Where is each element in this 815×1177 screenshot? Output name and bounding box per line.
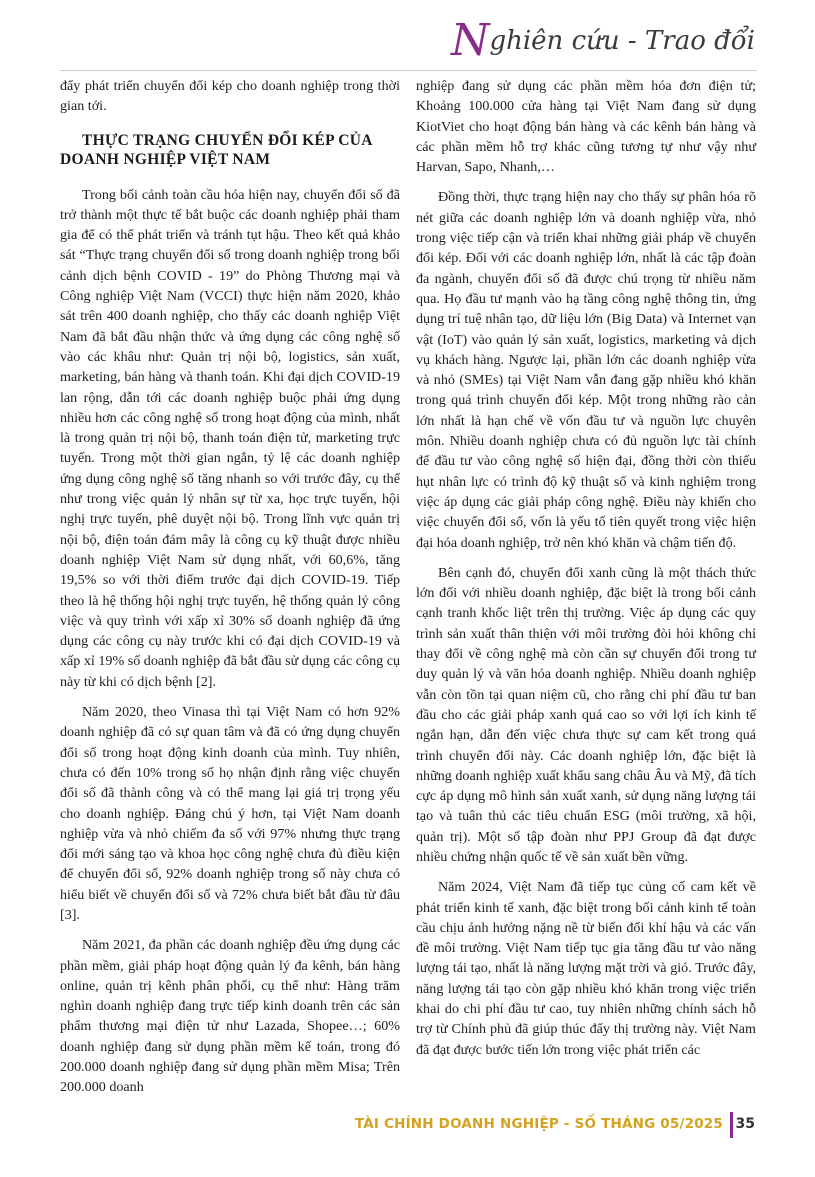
section-title xyxy=(450,15,755,66)
journal-name: TÀI CHÍNH DOANH NGHIỆP - SỐ THÁNG 05/2025 xyxy=(354,1116,723,1132)
section-title-rest: ghiên cứu - Trao đổi xyxy=(489,26,755,56)
paragraph: Trong bối cảnh toàn cầu hóa hiện nay, chuyển đổi số đã trở thành một thực tế bắt buộc các doanh nghiệp phải tham gia để có thể phát triển và tránh tụt hậu. Theo kết quả khảo sát “Thực trạng chuyển đổi số trong doanh nghiệp trong bối cảnh dịch bệnh COVID - 19” do Phòng Thương mại và Công nghiệp Việt Nam (VCCI) thực hiện năm 2020, khảo sát trên 400 doanh nghiệp, cho thấy các doanh nghiệp Việt Nam đã bắt đầu nhận thức và ứng dụng các công nghệ số vào các khâu như: Quản trị nội bộ, logistics, sản xuất, marketing, bán hàng và thanh toán. Khi đại dịch COVID-19 lan rộng, dẫn tới các doanh nghiệp buộc phải ứng dụng nhiều hơn các công nghệ số trong hoạt động của mình, nhất là trong quản trị nội bộ, thanh toán điện tử, marketing trực tuyến. Trong một thời gian ngắn, tỷ lệ các doanh nghiệp ứng dụng công nghệ số tăng nhanh so với trước đây, cụ thể như trong việc quản lý nhân sự từ xa, học trực tuyến, hội nghị trực tuyến, phê duyệt nội bộ. Trong lĩnh vực quản trị nội bộ, điện toán đám mây là công cụ kỹ thuật được nhiều doanh nghiệp Việt Nam sử dụng nhất, với 60,6%, tăng 19,5% so với thời điểm trước đại dịch COVID-19. Tiếp theo là hệ thống hội nghị trực tuyến, hệ thống quản lý công việc và quy trình với xấp xỉ 30% số doanh nghiệp đã ứng dụng các công cụ này trước khi có đại dịch COVID-19 và xấp xỉ 19% số doanh nghiệp đã bắt đầu sử dụng các công cụ này từ khi có dịch bệnh [2]. xyxy=(60,186,400,690)
paragraph: đẩy phát triển chuyển đổi kép cho doanh nghiệp trong thời gian tới. xyxy=(60,78,400,115)
paragraph: Năm 2024, Việt Nam đã tiếp tục củng cố cam kết về phát triển kinh tế xanh, đặc biệt trong bối cảnh kinh tế toàn cầu chịu ảnh hưởng nặng nề từ biến đổi khí hậu và các vấn đề môi trường. Việt Nam tiếp tục gia tăng đầu tư vào năng lượng tái tạo, nhất là năng lượng mặt trời và gió. Trước đây, năng lượng tái tạo còn gặp nhiều khó khăn trong việc triển khai do chi phí đầu tư cao, tuy nhiên những chính sách hỗ trợ từ Chính phủ đã giúp thúc đẩy thị trường này. Việt Nam đã đạt được bước tiến lớn trong việc phát triển các xyxy=(416,879,756,1058)
header-rule xyxy=(60,70,757,71)
paragraph: Năm 2021, đa phần các doanh nghiệp đều ứng dụng các phần mềm, giải pháp hoạt động quản lý đa kênh, bán hàng online, quản trị kênh phân phối, cụ thể như: Hàng trăm nghìn doanh nghiệp đang trực tiếp kinh doanh trên các sản phẩm thương mại điện tử như Lazada, Shopee…; 60% doanh nghiệp đang sử dụng phần mềm kế toán, trong đó 200.000 doanh nghiệp đang sử dụng phần mềm Misa; Trên 200.000 doanh xyxy=(60,937,400,1096)
right-column xyxy=(416,76,756,1070)
page-number: 35 xyxy=(735,1116,755,1132)
paragraph: nghiệp đang sử dụng các phần mềm hóa đơn điện tử; Khoảng 100.000 cửa hàng tại Việt Nam đang sử dụng KiotViet cho hoạt động bán hàng và các kênh bán hàng và các phần mềm hỗ trợ khác cũng tương tự như vậy như Harvan, Sapo, Nhanh,… xyxy=(416,78,756,176)
paragraph: Đồng thời, thực trạng hiện nay cho thấy sự phân hóa rõ nét giữa các doanh nghiệp lớn và doanh nghiệp vừa, nhỏ trong việc tiếp cận và triển khai những giải pháp về chuyển đổi kép. Đối với các doanh nghiệp lớn, nhất là các tập đoàn đa ngành, chuyển đổi số đã được chú trọng từ nhiều năm qua. Họ đầu tư mạnh vào hạ tầng công nghệ thông tin, ứng dụng trí tuệ nhân tạo, dữ liệu lớn (Big Data) và Internet vạn vật (IoT) vào quản lý sản xuất, logistics, marketing và dịch vụ khách hàng. Ngược lại, phần lớn các doanh nghiệp vừa và nhỏ (SMEs) tại Việt Nam vẫn đang gặp nhiều khó khăn trong quá trình chuyển đổi kép. Một trong những rào cản lớn nhất là hạn chế về vốn đầu tư và nguồn lực chuyên môn. Nhiều doanh nghiệp chưa có đủ nguồn lực tài chính để đầu tư vào công nghệ số hiện đại, đồng thời còn thiếu hụt nhân lực có trình độ kỹ thuật số và kinh nghiệm trong việc áp dụng các giải pháp công nghệ. Điều này khiến cho việc chuyển đổi số, vốn là yếu tố tiên quyết trong việc hiện đại hóa doanh nghiệp, trở nên khó khăn và chậm tiến độ. xyxy=(416,189,756,551)
paragraph: Năm 2020, theo Vinasa thì tại Việt Nam có hơn 92% doanh nghiệp đã có sự quan tâm và đã có ứng dụng chuyển đổi số trong hoạt động kinh doanh của mình. Tuy nhiên, chưa có đến 10% trong số họ nhận định rằng việc chuyển đổi số đã thành công và có thể mang lại giá trị trọng yếu cho doanh nghiệp. Đáng chú ý hơn, tại Việt Nam doanh nghiệp vừa và nhỏ chiếm đa số với 97% nhưng thực trạng đổi mới sáng tạo và khoa học công nghệ chưa đủ điều kiện để chuyển đổi số, 92% doanh nghiệp trong số này chưa có hiểu biết về chuyển đổi số và 72% chưa biết bắt đầu từ đâu [3]. xyxy=(60,704,400,923)
footer-divider xyxy=(730,1112,733,1138)
page-footer xyxy=(0,1112,815,1142)
section-title-initial: N xyxy=(450,15,490,66)
section-heading: THỰC TRẠNG CHUYỂN ĐỔI KÉP CỦA DOANH NGHIỆP VIỆT NAM xyxy=(60,131,372,168)
paragraph: Bên cạnh đó, chuyển đổi xanh cũng là một thách thức lớn đối với nhiều doanh nghiệp, đặc biệt là trong bối cảnh cạnh tranh khốc liệt trên thị trường. Việc áp dụng các quy trình sản xuất thân thiện với môi trường đòi hỏi không chỉ thay đổi về công nghệ mà còn cần sự chuyển đổi trong tư duy quản lý và văn hóa doanh nghiệp. Nhiều doanh nghiệp vẫn còn tồn tại quan niệm cũ, cho rằng chi phí đầu tư ban đầu cho các giải pháp xanh quá cao so với lợi ích kinh tế ngắn hạn, dẫn đến việc chưa thực sự cam kết trong quá trình chuyển đổi này. Các doanh nghiệp lớn, đặc biệt là những doanh nghiệp xuất khẩu sang châu Âu và Mỹ, đã tích cực áp dụng mô hình sản xuất xanh, sử dụng năng lượng tái tạo và tuân thủ các tiêu chuẩn ESG (môi trường, xã hội, quản trị). Một số tập đoàn như PPJ Group đã đạt được nhiều chứng nhận quốc tế về sản xuất bền vững. xyxy=(416,564,756,865)
page-header xyxy=(0,0,815,80)
left-column xyxy=(60,76,400,1108)
